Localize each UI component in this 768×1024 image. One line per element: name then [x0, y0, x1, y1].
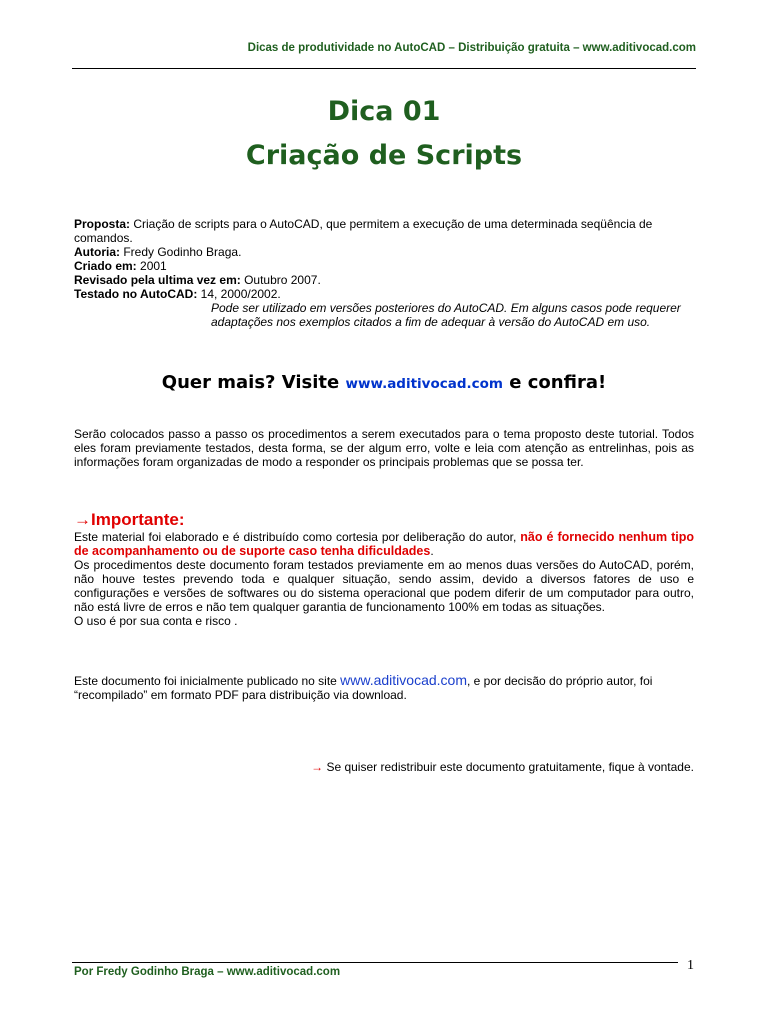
published-prefix: Este documento foi inicialmente publicado no site	[74, 674, 341, 688]
intro-paragraph: Serão colocados passo a passo os procedimentos a serem executados para o tema proposto deste tutorial. Todos eles foram previamente testados, desta forma, se der algum erro, volte e leia com atenção as entrelinhas, pois as informações foram organizadas de modo a responder os principais problemas que se possa ter.	[74, 427, 694, 469]
disclaimer-end: .	[430, 544, 434, 558]
meta-criado	[74, 259, 694, 273]
page-header: Dicas de produtividade no AutoCAD – Distribuição gratuita – www.aditivocad.com	[247, 42, 696, 54]
important-heading-label: Importante:	[91, 510, 185, 529]
document-metadata	[74, 217, 694, 329]
page-number: 1	[687, 958, 694, 973]
redistribute-note	[311, 760, 694, 774]
meta-label: Criado em:	[74, 259, 137, 273]
meta-value: Fredy Godinho Braga.	[120, 245, 242, 259]
header-divider	[72, 68, 696, 69]
no-support-warning: não é fornecido nenhum tipo de acompanhamento ou de suporte caso tenha dificuldades	[74, 530, 695, 558]
redistribute-text: Se quiser redistribuir este documento gratuitamente, fique à vontade.	[323, 760, 694, 774]
arrow-right-icon: →	[74, 510, 91, 529]
cta-suffix: e confira!	[503, 372, 607, 393]
compatibility-note: Pode ser utilizado em versões posteriores do AutoCAD. Em alguns casos pode requerer adaptações nos exemplos citados a fim de adequar à versão do AutoCAD em uso.	[211, 301, 681, 329]
footer-divider	[72, 962, 678, 963]
page-footer: Por Fredy Godinho Braga – www.aditivocad.com	[74, 966, 341, 978]
cta-link[interactable]: www.aditivocad.com	[345, 376, 504, 392]
meta-value: Outubro 2007.	[240, 273, 321, 287]
important-heading	[74, 510, 185, 530]
meta-proposta	[74, 217, 694, 245]
meta-label: Proposta:	[74, 217, 131, 231]
disclaimer-text: Este material foi elaborado e é distribuído como cortesia por deliberação do autor,	[74, 530, 521, 544]
testing-paragraph: Os procedimentos deste documento foram testados previamente em ao menos duas versões do AutoCAD, porém, não houve testes prevendo toda e qualquer situação, sendo assim, devido a diversos fatores de uso e configurações e versões de softwares ou do sistema operacional que podem diferir de um computador para outro, não está livre de erros e não tem qualquer garantia de funcionamento 100% em todas as situações.	[74, 558, 694, 614]
arrow-right-icon: →	[311, 760, 324, 774]
page-title: Dica 01	[327, 96, 441, 127]
meta-value: Criação de scripts para o AutoCAD, que permitem a execução de uma determinada seqüência de comandos.	[74, 217, 653, 245]
call-to-action	[0, 372, 768, 393]
disclaimer-paragraph	[74, 530, 694, 558]
meta-label: Autoria:	[74, 245, 120, 259]
important-section	[74, 530, 694, 628]
meta-label: Revisado pela ultima vez em:	[74, 273, 241, 287]
meta-autoria	[74, 245, 694, 259]
meta-value: 14, 2000/2002.	[197, 287, 281, 301]
meta-revisado	[74, 273, 694, 287]
meta-label: Testado no AutoCAD:	[74, 287, 198, 301]
meta-testado	[74, 287, 694, 301]
published-link[interactable]: www.aditivocad.com	[340, 672, 467, 688]
published-suffix: , e por decisão do próprio autor, foi “recompilado” em formato PDF para distribuição via download.	[74, 674, 653, 702]
published-paragraph	[74, 673, 694, 702]
meta-value: 2001	[136, 259, 167, 273]
page-subtitle: Criação de Scripts	[245, 140, 523, 171]
cta-prefix: Quer mais? Visite	[161, 372, 346, 393]
risk-paragraph: O uso é por sua conta e risco .	[74, 614, 238, 628]
